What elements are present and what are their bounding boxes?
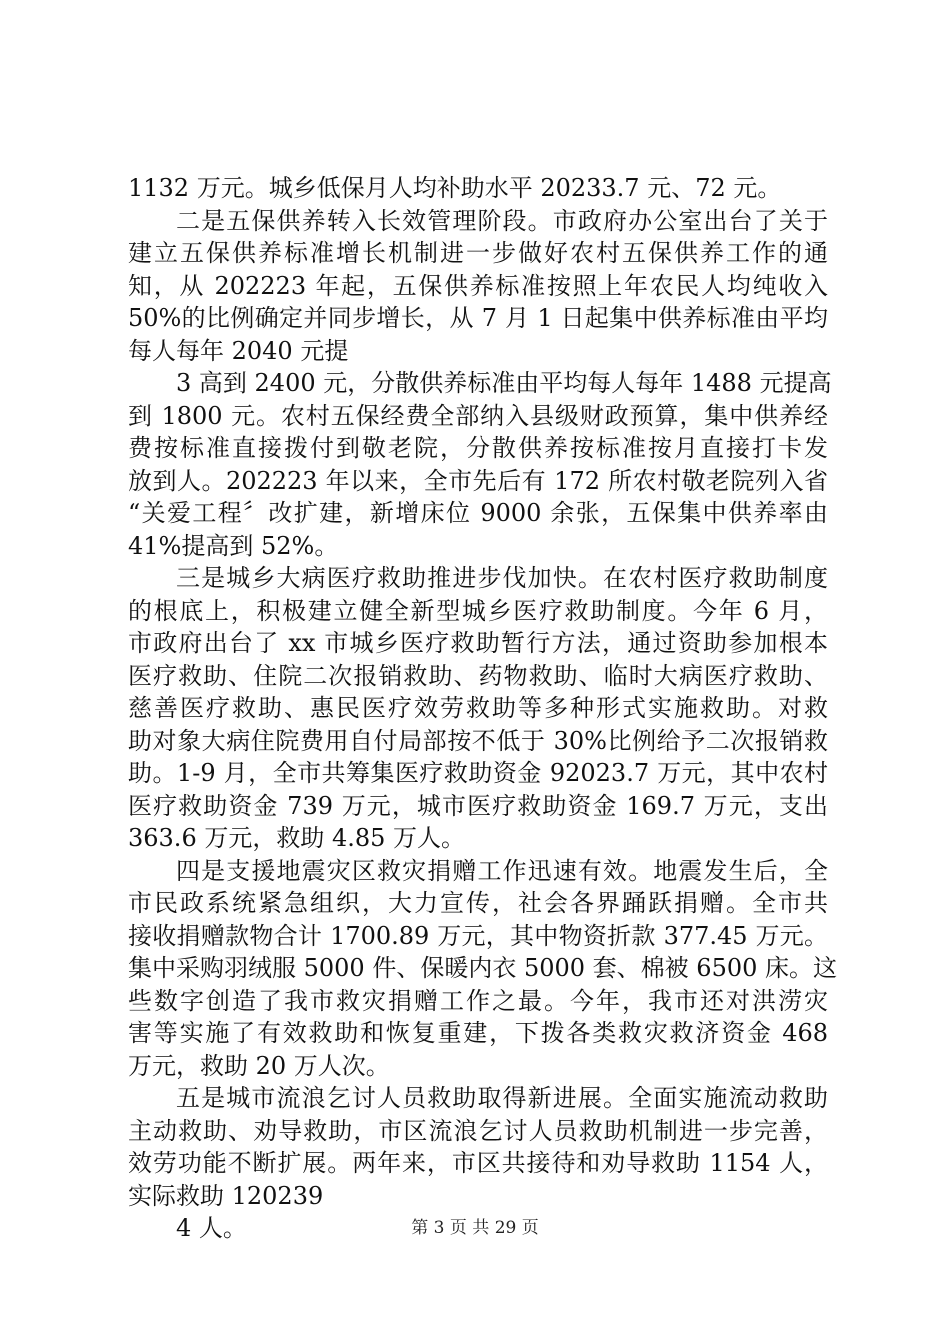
- text-line: 市政府出台了 xx 市城乡医疗救助暂行方法，通过资助参加根本: [128, 629, 828, 657]
- text-line: 363.6 万元，救助 4.85 万人。: [128, 824, 466, 852]
- text-line: 1132 万元。城乡低保月人均补助水平 20233.7 元、72 元。: [128, 174, 782, 202]
- text-line: 实际救助 120239: [128, 1181, 324, 1210]
- text-line: 医疗救助、住院二次报销救助、药物救助、临时大病医疗救助、: [128, 661, 828, 690]
- text-line: 些数字创造了我市救灾捐赠工作之最。今年，我市还对洪涝灾: [128, 986, 828, 1015]
- text-line: 二是五保供养转入长效管理阶段。市政府办公室出台了关于: [176, 206, 828, 235]
- text-line: 医疗救助资金 739 万元，城市医疗救助资金 169.7 万元，支出: [128, 791, 828, 820]
- text-line: “关爱工程〞改扩建，新增床位 9000 余张，五保集中供养率由: [128, 499, 828, 527]
- text-line: 到 1800 元。农村五保经费全部纳入县级财政预算，集中供养经: [128, 401, 828, 430]
- text-line: 慈善医疗救助、惠民医疗效劳救助等多种形式实施救助。对救: [128, 694, 828, 722]
- text-line: 五是城市流浪乞讨人员救助取得新进展。全面实施流动救助: [176, 1084, 828, 1112]
- text-line: 害等实施了有效救助和恢复重建，下拨各类救灾救济资金 468: [128, 1019, 828, 1047]
- text-line: 市民政系统紧急组织，大力宣传，社会各界踊跃捐赠。全市共: [128, 889, 828, 917]
- text-line: 4 人。: [176, 1214, 247, 1242]
- text-line: 万元，救助 20 万人次。: [128, 1051, 390, 1080]
- text-line: 41%提高到 52%。: [128, 531, 339, 560]
- body-text: [128, 172, 838, 1245]
- text-line: 效劳功能不断扩展。两年来，市区共接待和劝导救助 1154 人，: [128, 1149, 828, 1177]
- text-line: 主动救助、劝导救助，市区流浪乞讨人员救助机制进一步完善，: [128, 1116, 828, 1145]
- text-line: 接收捐赠款物合计 1700.89 万元，其中物资折款 377.45 万元。: [128, 921, 828, 950]
- text-line: 三是城乡大病医疗救助推进步伐加快。在农村医疗救助制度: [176, 564, 828, 592]
- page-footer: 第 3 页 共 29 页: [411, 1218, 539, 1238]
- text-line: 助。1-9 月，全市共筹集医疗救助资金 92023.7 万元，其中农村: [128, 759, 828, 787]
- text-line: 放到人。202223 年以来，全市先后有 172 所农村敬老院列入省: [128, 466, 828, 495]
- text-line: 建立五保供养标准增长机制进一步做好农村五保供养工作的通: [128, 239, 828, 267]
- text-line: 50%的比例确定并同步增长，从 7 月 1 日起集中供养标准由平均: [128, 304, 828, 332]
- text-line: 助对象大病住院费用自付局部按不低于 30%比例给予二次报销救: [128, 726, 828, 755]
- text-line: 的根底上，积极建立健全新型城乡医疗救助制度。今年 6 月，: [128, 596, 828, 625]
- text-line: 每人每年 2040 元提: [128, 336, 349, 365]
- text-line: 集中采购羽绒服 5000 件、保暖内衣 5000 套、棉被 6500 床。这: [128, 954, 838, 982]
- text-line: 四是支援地震灾区救灾捐赠工作迅速有效。地震发生后，全: [176, 856, 828, 885]
- text-line: 3 高到 2400 元，分散供养标准由平均每人每年 1488 元提高: [176, 369, 832, 397]
- text-line: 费按标准直接拨付到敬老院，分散供养按标准按月直接打卡发: [128, 434, 828, 462]
- text-line: 知，从 202223 年起，五保供养标准按照上年农民人均纯收入: [128, 271, 828, 300]
